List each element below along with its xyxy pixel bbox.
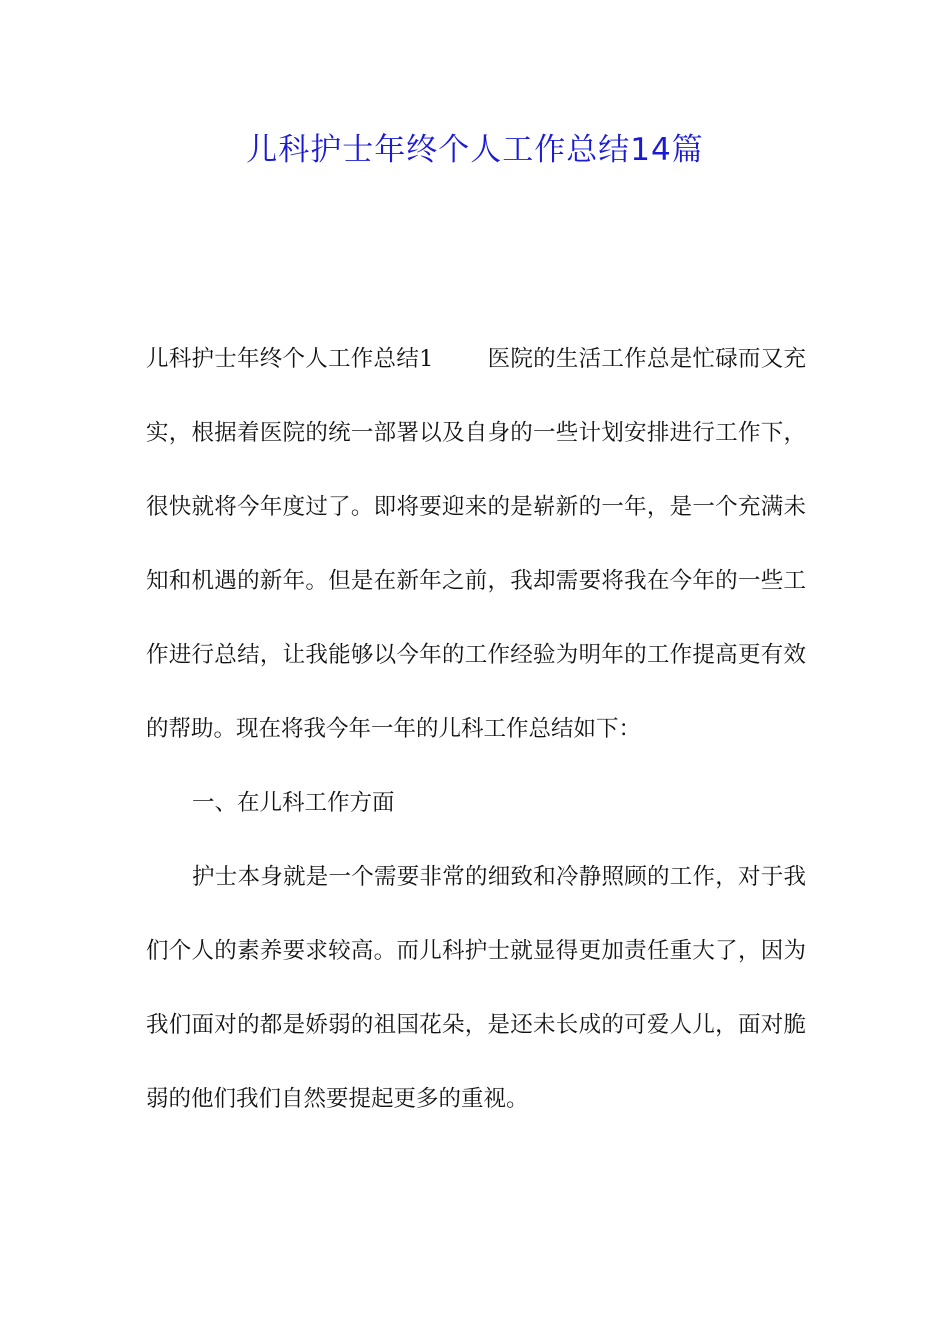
paragraph-1-text: 医院的生活工作总是忙碌而又充实，根据着医院的统一部署以及自身的一些计划安排进行工作下，很快就将今年度过了。即将要迎来的是崭新的一年，是一个充满未知和机遇的新年。但是在新年之前，我却需要将我在今年的一些工作进行总结，让我能够以今年的工作经验为明年的工作提高更有效的帮助。现在将我今年一年的儿科工作总结如下： [146,346,806,742]
paragraph-3: 护士本身就是一个需要非常的细致和冷静照顾的工作，对于我们个人的素养要求较高。而儿科护士就显得更加责任重大了，因为我们面对的都是娇弱的祖国花朵，是还未长成的可爱人儿，面对脆弱的他们我们自然要提起更多的重视。 [146,864,806,1112]
document-title: 儿科护士年终个人工作总结14篇 [246,132,704,168]
document-body [146,322,806,1136]
section-heading-1: 一、在儿科工作方面 [192,790,395,816]
paragraph-1 [146,322,806,766]
paragraph-1-heading: 儿科护士年终个人工作总结1 [146,346,434,372]
